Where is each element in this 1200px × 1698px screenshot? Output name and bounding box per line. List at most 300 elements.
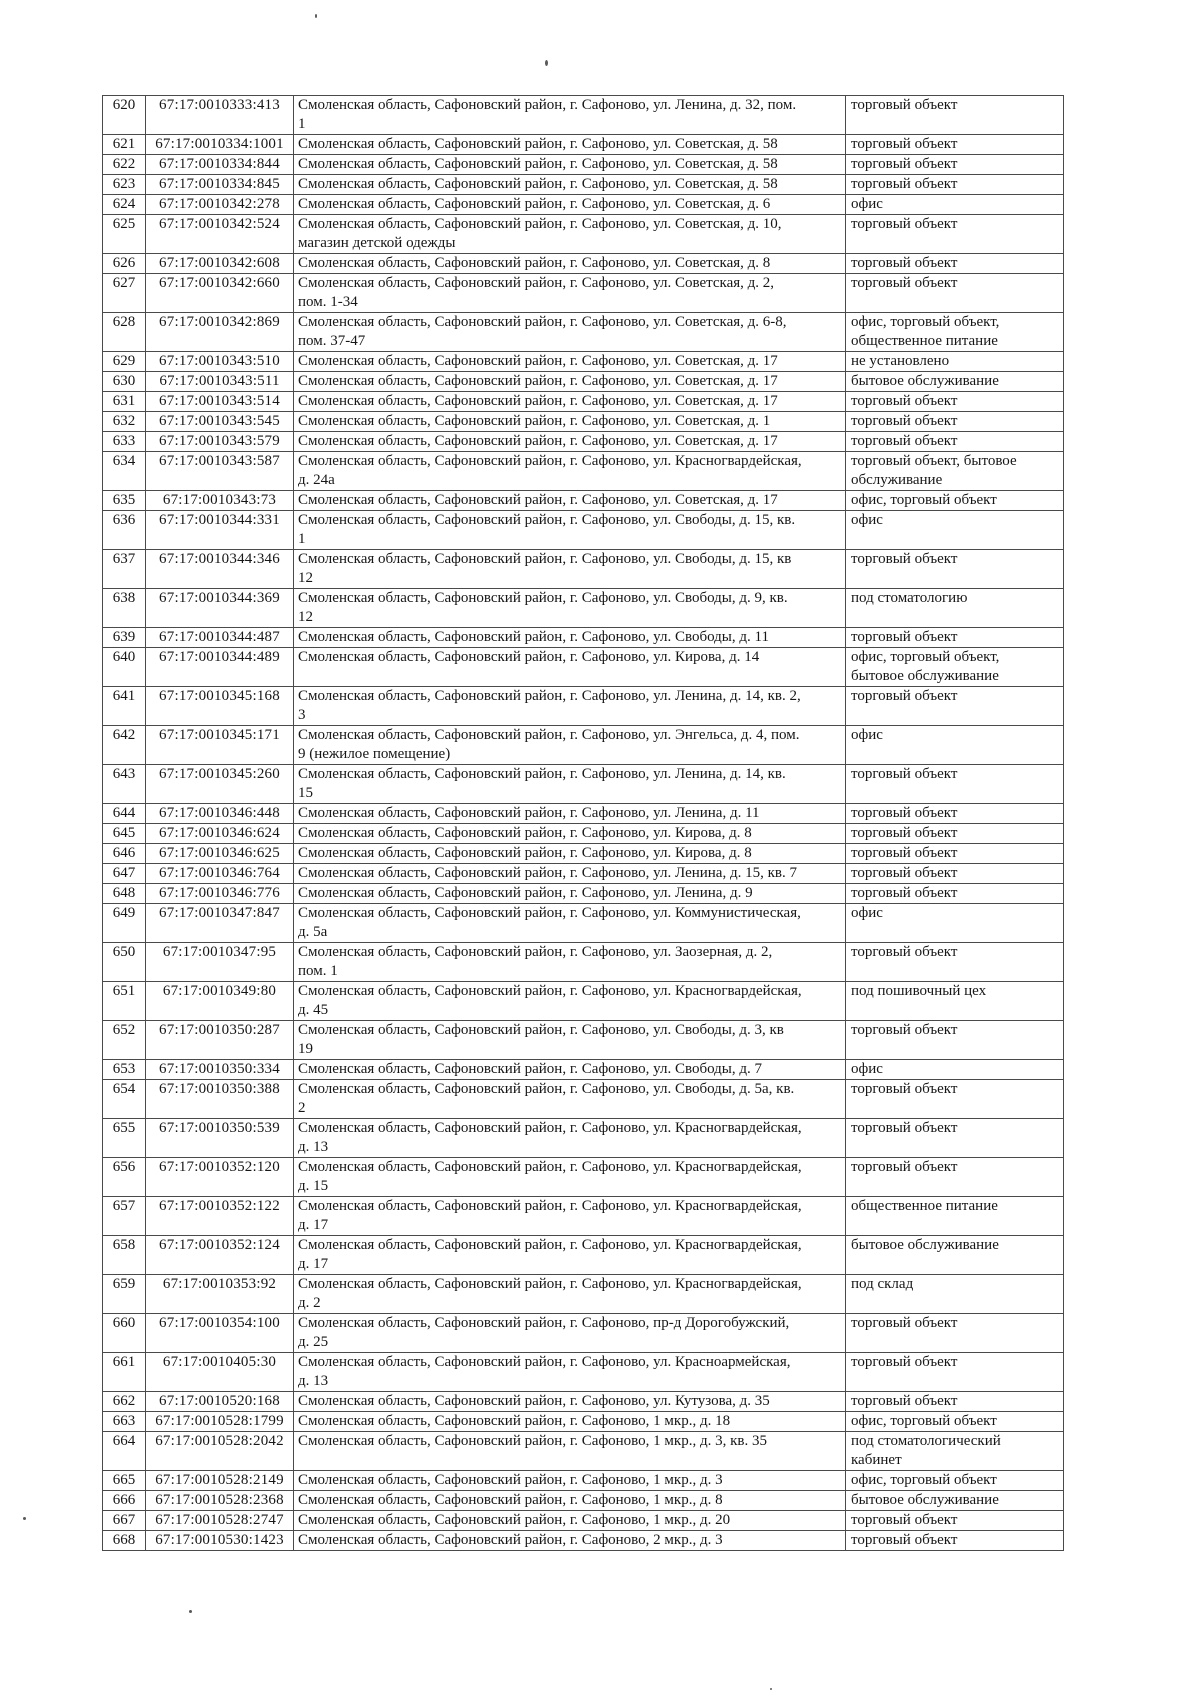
table-row (103, 372, 1064, 392)
permitted-use-line: торговый объект (851, 216, 958, 232)
permitted-use-line: офис (851, 1061, 883, 1077)
address-line: д. 17 (298, 1217, 329, 1233)
table-row (103, 1432, 1064, 1471)
permitted-use-cell (846, 1491, 1064, 1511)
address-line: Смоленская область, Сафоновский район, г. Сафоново, 1 мкр., д. 8 (298, 1492, 723, 1508)
address-line: Смоленская область, Сафоновский район, г. Сафоново, ул. Коммунистическая, (298, 905, 801, 921)
permitted-use-cell (846, 1060, 1064, 1080)
address-line: Смоленская область, Сафоновский район, г. Сафоново, ул. Советская, д. 58 (298, 156, 778, 172)
address-cell (294, 1531, 846, 1551)
table-row (103, 904, 1064, 943)
address-cell (294, 135, 846, 155)
permitted-use-cell (846, 452, 1064, 491)
permitted-use-line: офис (851, 196, 883, 212)
scan-speck (189, 1610, 192, 1613)
address-cell (294, 155, 846, 175)
table-row (103, 1531, 1064, 1551)
address-line: Смоленская область, Сафоновский район, г. Сафоново, ул. Свободы, д. 9, кв. (298, 590, 788, 606)
permitted-use-cell (846, 1392, 1064, 1412)
permitted-use-cell (846, 864, 1064, 884)
cadastral-number-cell: 67:17:0010349:80 (146, 982, 294, 1021)
address-cell (294, 215, 846, 254)
cadastral-number-cell: 67:17:0010343:511 (146, 372, 294, 392)
row-number-cell: 631 (103, 392, 146, 412)
table-row (103, 215, 1064, 254)
address-cell (294, 1392, 846, 1412)
permitted-use-cell (846, 982, 1064, 1021)
permitted-use-cell (846, 392, 1064, 412)
address-line: Смоленская область, Сафоновский район, г. Сафоново, ул. Свободы, д. 7 (298, 1061, 763, 1077)
address-line: Смоленская область, Сафоновский район, г. Сафоново, ул. Советская, д. 6-8, (298, 314, 787, 330)
permitted-use-cell (846, 372, 1064, 392)
address-line: Смоленская область, Сафоновский район, г. Сафоново, ул. Кирова, д. 14 (298, 649, 760, 665)
permitted-use-line: торговый объект (851, 1159, 958, 1175)
cadastral-number-cell: 67:17:0010350:539 (146, 1119, 294, 1158)
permitted-use-cell (846, 412, 1064, 432)
address-line: 19 (298, 1041, 313, 1057)
address-line: Смоленская область, Сафоновский район, г. Сафоново, ул. Советская, д. 17 (298, 433, 778, 449)
row-number-cell: 627 (103, 274, 146, 313)
address-cell (294, 1158, 846, 1197)
address-line: Смоленская область, Сафоновский район, г. Сафоново, ул. Свободы, д. 3, кв (298, 1022, 784, 1038)
permitted-use-line: общественное питание (851, 333, 998, 349)
row-number-cell: 658 (103, 1236, 146, 1275)
address-cell (294, 982, 846, 1021)
address-cell (294, 943, 846, 982)
permitted-use-cell (846, 1432, 1064, 1471)
permitted-use-line: торговый объект (851, 1120, 958, 1136)
address-line: 2 (298, 1100, 306, 1116)
permitted-use-cell (846, 175, 1064, 195)
row-number-cell: 623 (103, 175, 146, 195)
address-cell (294, 1432, 846, 1471)
address-cell (294, 254, 846, 274)
row-number-cell: 625 (103, 215, 146, 254)
row-number-cell: 642 (103, 726, 146, 765)
permitted-use-cell (846, 687, 1064, 726)
address-line: Смоленская область, Сафоновский район, г. Сафоново, ул. Ленина, д. 14, кв. (298, 766, 786, 782)
address-cell (294, 1491, 846, 1511)
address-line: д. 24а (298, 472, 335, 488)
table-row (103, 1080, 1064, 1119)
address-cell (294, 648, 846, 687)
cadastral-number-cell: 67:17:0010350:388 (146, 1080, 294, 1119)
cadastral-number-cell: 67:17:0010347:847 (146, 904, 294, 943)
permitted-use-line: офис, торговый объект (851, 1413, 997, 1429)
row-number-cell: 636 (103, 511, 146, 550)
address-line: Смоленская область, Сафоновский район, г. Сафоново, ул. Ленина, д. 14, кв. 2, (298, 688, 801, 704)
permitted-use-cell (846, 215, 1064, 254)
address-cell (294, 884, 846, 904)
permitted-use-line: торговый объект (851, 413, 958, 429)
row-number-cell: 624 (103, 195, 146, 215)
cadastral-number-cell: 67:17:0010346:448 (146, 804, 294, 824)
address-line: 3 (298, 707, 306, 723)
permitted-use-line: торговый объект (851, 1512, 958, 1528)
cadastral-number-cell: 67:17:0010344:487 (146, 628, 294, 648)
address-line: Смоленская область, Сафоновский район, г. Сафоново, 1 мкр., д. 18 (298, 1413, 731, 1429)
address-cell (294, 352, 846, 372)
permitted-use-line: под стоматологию (851, 590, 968, 606)
address-cell (294, 1236, 846, 1275)
permitted-use-cell (846, 1080, 1064, 1119)
table-row (103, 392, 1064, 412)
permitted-use-cell (846, 765, 1064, 804)
address-line: магазин детской одежды (298, 235, 456, 251)
row-number-cell: 645 (103, 824, 146, 844)
address-line: Смоленская область, Сафоновский район, г. Сафоново, ул. Ленина, д. 9 (298, 885, 753, 901)
table-row (103, 1197, 1064, 1236)
address-line: Смоленская область, Сафоновский район, г. Сафоново, 1 мкр., д. 20 (298, 1512, 731, 1528)
permitted-use-cell (846, 432, 1064, 452)
permitted-use-line: под пошивочный цех (851, 983, 987, 999)
address-line: Смоленская область, Сафоновский район, г. Сафоново, ул. Советская, д. 58 (298, 176, 778, 192)
permitted-use-cell (846, 904, 1064, 943)
table-row (103, 274, 1064, 313)
table-row (103, 1236, 1064, 1275)
row-number-cell: 646 (103, 844, 146, 864)
cadastral-number-cell: 67:17:0010352:122 (146, 1197, 294, 1236)
table-row (103, 491, 1064, 511)
table-row (103, 648, 1064, 687)
address-line: Смоленская область, Сафоновский район, г. Сафоново, ул. Свободы, д. 15, кв. (298, 512, 796, 528)
permitted-use-cell (846, 884, 1064, 904)
address-cell (294, 96, 846, 135)
cadastral-number-cell: 67:17:0010528:2368 (146, 1491, 294, 1511)
row-number-cell: 640 (103, 648, 146, 687)
address-line: д. 13 (298, 1373, 329, 1389)
permitted-use-line: не установлено (851, 353, 950, 369)
address-cell (294, 1511, 846, 1531)
address-line: Смоленская область, Сафоновский район, г. Сафоново, ул. Советская, д. 17 (298, 393, 778, 409)
permitted-use-line: бытовое обслуживание (851, 668, 999, 684)
permitted-use-line: офис (851, 727, 883, 743)
table-row (103, 844, 1064, 864)
address-line: Смоленская область, Сафоновский район, г. Сафоново, ул. Ленина, д. 15, кв. 7 (298, 865, 797, 881)
cadastral-number-cell: 67:17:0010528:2042 (146, 1432, 294, 1471)
cadastral-number-cell: 67:17:0010345:168 (146, 687, 294, 726)
table-row (103, 352, 1064, 372)
table-row (103, 884, 1064, 904)
address-line: Смоленская область, Сафоновский район, г. Сафоново, пр-д Дорогобужский, (298, 1315, 790, 1331)
permitted-use-cell (846, 274, 1064, 313)
table-row (103, 511, 1064, 550)
table-row (103, 412, 1064, 432)
address-line: Смоленская область, Сафоновский район, г. Сафоново, ул. Советская, д. 10, (298, 216, 782, 232)
permitted-use-line: торговый объект (851, 275, 958, 291)
address-line: Смоленская область, Сафоновский район, г. Сафоново, ул. Советская, д. 2, (298, 275, 775, 291)
address-line: Смоленская область, Сафоновский район, г. Сафоново, ул. Советская, д. 6 (298, 196, 771, 212)
row-number-cell: 651 (103, 982, 146, 1021)
cadastral-number-cell: 67:17:0010405:30 (146, 1353, 294, 1392)
permitted-use-cell (846, 1314, 1064, 1353)
cadastral-number-cell: 67:17:0010334:844 (146, 155, 294, 175)
cadastral-number-cell: 67:17:0010353:92 (146, 1275, 294, 1314)
permitted-use-line: торговый объект (851, 1354, 958, 1370)
table-row (103, 135, 1064, 155)
address-line: д. 25 (298, 1334, 329, 1350)
cadastral-number-cell: 67:17:0010346:776 (146, 884, 294, 904)
row-number-cell: 665 (103, 1471, 146, 1491)
address-cell (294, 432, 846, 452)
address-line: Смоленская область, Сафоновский район, г. Сафоново, ул. Советская, д. 8 (298, 255, 771, 271)
address-cell (294, 452, 846, 491)
address-cell (294, 1060, 846, 1080)
permitted-use-cell (846, 254, 1064, 274)
address-cell (294, 511, 846, 550)
table-row (103, 1314, 1064, 1353)
permitted-use-line: офис, торговый объект, (851, 649, 1000, 665)
table-row (103, 452, 1064, 491)
table-row (103, 943, 1064, 982)
row-number-cell: 655 (103, 1119, 146, 1158)
address-cell (294, 844, 846, 864)
cadastral-number-cell: 67:17:0010346:764 (146, 864, 294, 884)
table-row (103, 1392, 1064, 1412)
cadastral-number-cell: 67:17:0010342:869 (146, 313, 294, 352)
address-line: Смоленская область, Сафоновский район, г. Сафоново, ул. Советская, д. 17 (298, 373, 778, 389)
table-row (103, 1275, 1064, 1314)
address-cell (294, 1080, 846, 1119)
cadastral-number-cell: 67:17:0010342:278 (146, 195, 294, 215)
permitted-use-line: торговый объект (851, 176, 958, 192)
permitted-use-line: офис, торговый объект, (851, 314, 1000, 330)
row-number-cell: 637 (103, 550, 146, 589)
permitted-use-line: торговый объект (851, 688, 958, 704)
permitted-use-line: кабинет (851, 1452, 902, 1468)
cadastral-number-cell: 67:17:0010334:1001 (146, 135, 294, 155)
table-row (103, 254, 1064, 274)
table-row (103, 1511, 1064, 1531)
cadastral-number-cell: 67:17:0010354:100 (146, 1314, 294, 1353)
address-line: 12 (298, 609, 313, 625)
permitted-use-line: бытовое обслуживание (851, 1492, 999, 1508)
address-cell (294, 589, 846, 628)
permitted-use-line: офис (851, 512, 883, 528)
cadastral-number-cell: 67:17:0010343:73 (146, 491, 294, 511)
address-line: 1 (298, 116, 306, 132)
cadastral-number-cell: 67:17:0010346:625 (146, 844, 294, 864)
permitted-use-line: торговый объект (851, 156, 958, 172)
address-line: Смоленская область, Сафоновский район, г. Сафоново, ул. Красногвардейская, (298, 1159, 802, 1175)
table-row (103, 628, 1064, 648)
address-cell (294, 1353, 846, 1392)
address-cell (294, 313, 846, 352)
row-number-cell: 668 (103, 1531, 146, 1551)
row-number-cell: 666 (103, 1491, 146, 1511)
table-row (103, 982, 1064, 1021)
address-cell (294, 687, 846, 726)
permitted-use-cell (846, 491, 1064, 511)
table-row (103, 589, 1064, 628)
row-number-cell: 650 (103, 943, 146, 982)
address-line: д. 2 (298, 1295, 321, 1311)
table-row (103, 313, 1064, 352)
permitted-use-line: торговый объект (851, 1532, 958, 1548)
cadastral-number-cell: 67:17:0010343:545 (146, 412, 294, 432)
permitted-use-cell (846, 804, 1064, 824)
permitted-use-cell (846, 1021, 1064, 1060)
permitted-use-cell (846, 1531, 1064, 1551)
address-cell (294, 392, 846, 412)
row-number-cell: 635 (103, 491, 146, 511)
address-line: Смоленская область, Сафоновский район, г. Сафоново, ул. Красногвардейская, (298, 453, 802, 469)
permitted-use-line: офис, торговый объект (851, 1472, 997, 1488)
cadastral-number-cell: 67:17:0010345:260 (146, 765, 294, 804)
table-row (103, 765, 1064, 804)
address-cell (294, 412, 846, 432)
table-row (103, 1491, 1064, 1511)
permitted-use-line: офис (851, 905, 883, 921)
permitted-use-line: под склад (851, 1276, 914, 1292)
permitted-use-cell (846, 1412, 1064, 1432)
row-number-cell: 654 (103, 1080, 146, 1119)
cadastral-number-cell: 67:17:0010520:168 (146, 1392, 294, 1412)
row-number-cell: 649 (103, 904, 146, 943)
address-cell (294, 1119, 846, 1158)
table-row (103, 1060, 1064, 1080)
table-row (103, 96, 1064, 135)
row-number-cell: 633 (103, 432, 146, 452)
permitted-use-cell (846, 1353, 1064, 1392)
address-cell (294, 1412, 846, 1432)
cadastral-number-cell: 67:17:0010342:660 (146, 274, 294, 313)
address-line: 12 (298, 570, 313, 586)
permitted-use-line: общественное питание (851, 1198, 998, 1214)
table-row (103, 175, 1064, 195)
address-line: Смоленская область, Сафоновский район, г. Сафоново, ул. Красногвардейская, (298, 1198, 802, 1214)
table-row (103, 824, 1064, 844)
row-number-cell: 664 (103, 1432, 146, 1471)
address-cell (294, 195, 846, 215)
row-number-cell: 647 (103, 864, 146, 884)
permitted-use-cell (846, 96, 1064, 135)
permitted-use-line: обслуживание (851, 472, 943, 488)
table-row (103, 550, 1064, 589)
permitted-use-line: торговый объект (851, 944, 958, 960)
table-row (103, 155, 1064, 175)
table-row (103, 1119, 1064, 1158)
row-number-cell: 628 (103, 313, 146, 352)
permitted-use-line: торговый объект (851, 1393, 958, 1409)
table-row (103, 1353, 1064, 1392)
address-line: д. 5а (298, 924, 328, 940)
row-number-cell: 659 (103, 1275, 146, 1314)
cadastral-number-cell: 67:17:0010528:2149 (146, 1471, 294, 1491)
cadastral-number-cell: 67:17:0010334:845 (146, 175, 294, 195)
permitted-use-cell (846, 844, 1064, 864)
permitted-use-line: торговый объект (851, 1315, 958, 1331)
address-line: Смоленская область, Сафоновский район, г. Сафоново, ул. Заозерная, д. 2, (298, 944, 773, 960)
address-cell (294, 726, 846, 765)
permitted-use-cell (846, 1511, 1064, 1531)
row-number-cell: 653 (103, 1060, 146, 1080)
address-cell (294, 1471, 846, 1491)
permitted-use-line: бытовое обслуживание (851, 373, 999, 389)
permitted-use-line: торговый объект (851, 136, 958, 152)
address-line: Смоленская область, Сафоновский район, г. Сафоново, 1 мкр., д. 3 (298, 1472, 723, 1488)
scan-speck (545, 60, 548, 66)
address-cell (294, 1021, 846, 1060)
permitted-use-cell (846, 1119, 1064, 1158)
address-line: Смоленская область, Сафоновский район, г. Сафоново, ул. Красногвардейская, (298, 1120, 802, 1136)
permitted-use-line: торговый объект (851, 845, 958, 861)
permitted-use-cell (846, 726, 1064, 765)
address-line: пом. 37-47 (298, 333, 366, 349)
row-number-cell: 657 (103, 1197, 146, 1236)
address-cell (294, 1314, 846, 1353)
address-line: Смоленская область, Сафоновский район, г. Сафоново, ул. Советская, д. 58 (298, 136, 778, 152)
row-number-cell: 662 (103, 1392, 146, 1412)
address-cell (294, 1275, 846, 1314)
permitted-use-line: торговый объект (851, 865, 958, 881)
row-number-cell: 621 (103, 135, 146, 155)
row-number-cell: 652 (103, 1021, 146, 1060)
address-line: Смоленская область, Сафоновский район, г. Сафоново, ул. Советская, д. 17 (298, 353, 778, 369)
cadastral-number-cell: 67:17:0010346:624 (146, 824, 294, 844)
permitted-use-line: торговый объект (851, 885, 958, 901)
permitted-use-line: торговый объект (851, 97, 958, 113)
address-line: Смоленская область, Сафоновский район, г. Сафоново, ул. Красногвардейская, (298, 1276, 802, 1292)
address-line: Смоленская область, Сафоновский район, г. Сафоново, ул. Свободы, д. 15, кв (298, 551, 792, 567)
permitted-use-cell (846, 1158, 1064, 1197)
cadastral-number-cell: 67:17:0010528:2747 (146, 1511, 294, 1531)
cadastral-number-cell: 67:17:0010344:331 (146, 511, 294, 550)
address-line: д. 13 (298, 1139, 329, 1155)
permitted-use-cell (846, 195, 1064, 215)
permitted-use-cell (846, 628, 1064, 648)
row-number-cell: 622 (103, 155, 146, 175)
cadastral-number-cell: 67:17:0010352:124 (146, 1236, 294, 1275)
row-number-cell: 638 (103, 589, 146, 628)
row-number-cell: 629 (103, 352, 146, 372)
permitted-use-cell (846, 824, 1064, 844)
permitted-use-cell (846, 550, 1064, 589)
cadastral-number-cell: 67:17:0010343:587 (146, 452, 294, 491)
cadastral-number-cell: 67:17:0010347:95 (146, 943, 294, 982)
table-row (103, 432, 1064, 452)
row-number-cell: 641 (103, 687, 146, 726)
permitted-use-line: бытовое обслуживание (851, 1237, 999, 1253)
table-row (103, 195, 1064, 215)
address-line: Смоленская область, Сафоновский район, г. Сафоново, ул. Кирова, д. 8 (298, 845, 752, 861)
row-number-cell: 644 (103, 804, 146, 824)
permitted-use-cell (846, 1275, 1064, 1314)
address-cell (294, 765, 846, 804)
address-line: Смоленская область, Сафоновский район, г. Сафоново, ул. Энгельса, д. 4, пом. (298, 727, 800, 743)
row-number-cell: 630 (103, 372, 146, 392)
address-line: д. 17 (298, 1256, 329, 1272)
row-number-cell: 643 (103, 765, 146, 804)
table-row (103, 1021, 1064, 1060)
address-line: 1 (298, 531, 306, 547)
permitted-use-line: торговый объект (851, 393, 958, 409)
row-number-cell: 620 (103, 96, 146, 135)
address-line: Смоленская область, Сафоновский район, г. Сафоново, ул. Свободы, д. 11 (298, 629, 769, 645)
address-cell (294, 491, 846, 511)
cadastral-number-cell: 67:17:0010344:346 (146, 550, 294, 589)
row-number-cell: 660 (103, 1314, 146, 1353)
permitted-use-line: торговый объект (851, 1022, 958, 1038)
permitted-use-line: торговый объект (851, 255, 958, 271)
cadastral-number-cell: 67:17:0010530:1423 (146, 1531, 294, 1551)
row-number-cell: 663 (103, 1412, 146, 1432)
address-cell (294, 274, 846, 313)
row-number-cell: 648 (103, 884, 146, 904)
scan-speck (23, 1517, 26, 1520)
row-number-cell: 661 (103, 1353, 146, 1392)
address-line: Смоленская область, Сафоновский район, г. Сафоново, 2 мкр., д. 3 (298, 1532, 723, 1548)
